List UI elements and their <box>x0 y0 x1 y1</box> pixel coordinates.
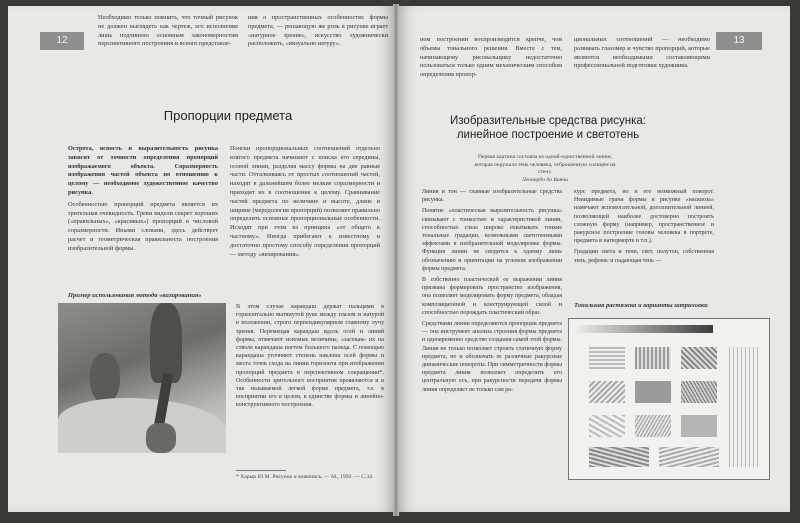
hatching-swatch <box>681 381 717 403</box>
body-col2 <box>230 145 380 262</box>
paragraph: ном построении воспроизводится крепче, чем объемы тонального решения. Вместе с тем, начинающему рисовальщику недостаточно пользоваться только одним механическим способом определения пропор- <box>420 36 562 79</box>
epigraph-text: Первая картина состояла из одной-единственной линии, которая окружала тень человека, отброшенную солнцем на стену. <box>474 154 616 175</box>
figure-caption: Пример использования метода «визирования» <box>68 292 202 299</box>
drapery-shape <box>58 398 226 453</box>
paragraph: ния о пространственных особенностях формы предмета, — решающую же роль в рисунке играет «натурное зрение», искусство художнически расположить, «визуально натуру». <box>248 14 388 48</box>
paragraph: Средствами линии определяются пропорции предмета — она инструмент анализа строения формы предмета и одновременно средство создания самой этой формы. Линия не только позволяет строить статичную форму предмета, но и обозначать ее различные ракурсные динамические повороты. При симметричности формы предмета линия позволяет определить его центральную ось, при ракурсности передачи формы линия определяет не только сам ра- <box>422 321 562 393</box>
visir-method-photo <box>58 303 226 453</box>
body-col1 <box>422 188 562 397</box>
hatching-swatch <box>659 447 719 467</box>
footnote <box>236 470 384 482</box>
heading-line2: линейное построение и светотень <box>456 129 640 141</box>
paragraph: Необходимо только помнить, что точный рисунок не должен выглядеть как чертеж, его исполнение лишь подчинено основным закономерностям перспективного построения и ясного представле- <box>98 14 238 48</box>
right-page <box>398 6 790 512</box>
jug-shape <box>150 303 182 383</box>
top-text-col1 <box>420 36 562 80</box>
body-col1 <box>68 145 218 257</box>
hatching-swatch <box>635 381 671 403</box>
section-heading: Пропорции предмета <box>163 108 293 123</box>
hatching-swatch <box>681 415 717 437</box>
page-number-left: 12 <box>40 32 84 50</box>
paragraph: Особенностью пропорций предмета является их зрительная очевидность. Греки видели секрет хороших («правильных», «красивых») пропорций в числовой соразмерности. Иными словами, здесь действует расчет и геометрическая правильность построения изобразительной формы. <box>68 200 218 252</box>
page-number-right: 13 <box>716 32 762 50</box>
hatching-swatch <box>589 447 649 467</box>
epigraph <box>470 154 620 184</box>
heading-line1: Изобразительные средства рисунка: <box>450 115 646 127</box>
paragraph: Градации света и тени, свет, полутон, собственная тень, рефлекс и падающая тень — <box>574 249 714 264</box>
cup-shape <box>90 353 120 403</box>
hatching-swatch <box>635 415 671 437</box>
hatching-swatch <box>729 347 759 467</box>
paragraph: циональных соотношений — необходимо развивать глазомер и чувство пропорций, которые являются необходимыми составляющими профессиональной подготовки художника. <box>574 36 710 70</box>
section-heading <box>428 114 668 142</box>
top-text-col2 <box>248 14 388 49</box>
paragraph: Поиски пропорциональных соотношений отдельно взятого предмета начинают с поиска его середины, осевой линии, разделяя массу формы на две равные части. Отталкиваясь от простых соотношений частей, находят в дальнейшем более мелкие соразмерности и приходят их в соотношение к целому. Сравнивание частей предмета по величине и высоте, длине и ширине (меродология пропорций) позволяет правильно определить основные пропорциональные особенности. Исходят при этом из принципа «от общего к частному». Иногда прибегают к известному и достаточно простому способу определения пропорций — методу «визирования». <box>230 145 380 258</box>
figure-caption: Тональная растяжка и варианты штриховки <box>574 302 708 309</box>
paragraph: В этом случае карандаш держат пальцами в горизонтально вытянутой руке между глазом и натурой в положении, строго перпендикулярном главному лучу зрения. Перемещая карандаш вдоль осей и линий формы, отмечают искомые величины, «засекая» их на стволе карандаша ногтем большого пальца. С помощью карандаша уточняют степень наклона осей формы и места точек схода на линии горизонта при изображении пропорций предмета в перспективном сокращении*. Особенности зрительного восприятия проявляются и в так называемой легкой форме предмета, т.е. в восприятии его в целом, в единстве формы и линейно-конструктивного построения. <box>236 304 384 409</box>
hatching-swatch <box>681 347 717 369</box>
top-text-col1 <box>98 14 238 49</box>
left-page <box>8 6 394 512</box>
footnote-rule <box>236 470 286 471</box>
body-col2b <box>236 303 384 413</box>
hatching-swatch <box>635 347 671 369</box>
hatching-swatch <box>589 347 625 369</box>
paragraph: Линия и тон — главные изобразительные средства рисунка. <box>422 189 562 204</box>
paragraph: Понятие «пластическая выразительность рисунка» связывают с тонкостью и характеристикой линии, способностью глаза широко охватывать тонкие тональные градации, возможными светотеневыми эффектами в изобразительной моделировке формы. Функция линии не сводится к одному лишь обозначению и ориентации на угловом изображении формы предмета. <box>422 208 562 272</box>
epigraph-author: Леонардо да Винчи <box>522 176 568 183</box>
footnote-text: * Харыр Ю.М. Рисунок и живопись. — М., 1992. — С.34. <box>236 474 374 480</box>
hand-shape <box>146 423 176 453</box>
body-col2 <box>574 188 714 268</box>
shading-swatches-figure <box>568 318 770 480</box>
top-text-col2 <box>574 36 710 71</box>
hatching-swatch <box>589 381 625 403</box>
paragraph: Острота, ясность и выразительность рисунка зависят от точности определения пропорций изображаемого объекта. Соразмерность изображения частей объекта по отношению к целому — необходимое художественное качество рисунка. <box>68 145 218 196</box>
paragraph: В собственно пластической ее выражении линия призвана формировать пространство изображения, она позволяет моделировать форму предмета, обладая композиционной и конструирующей силой и способностью порождать пластический образ. <box>422 277 562 316</box>
tonal-gradient-swatch <box>573 325 713 333</box>
hatching-swatch <box>589 415 625 437</box>
paragraph: курс предмета, но и его возможный поворот. Невидимые грани формы в рисунке «насквозь» намечают вспомогательной, дополнительной линией, позволяющей наиболее достоверно построить сложную форму (например, пространственное и ракурсное построение головы человека в портрете, предмета в натюрморте и т.п.). <box>574 189 714 245</box>
